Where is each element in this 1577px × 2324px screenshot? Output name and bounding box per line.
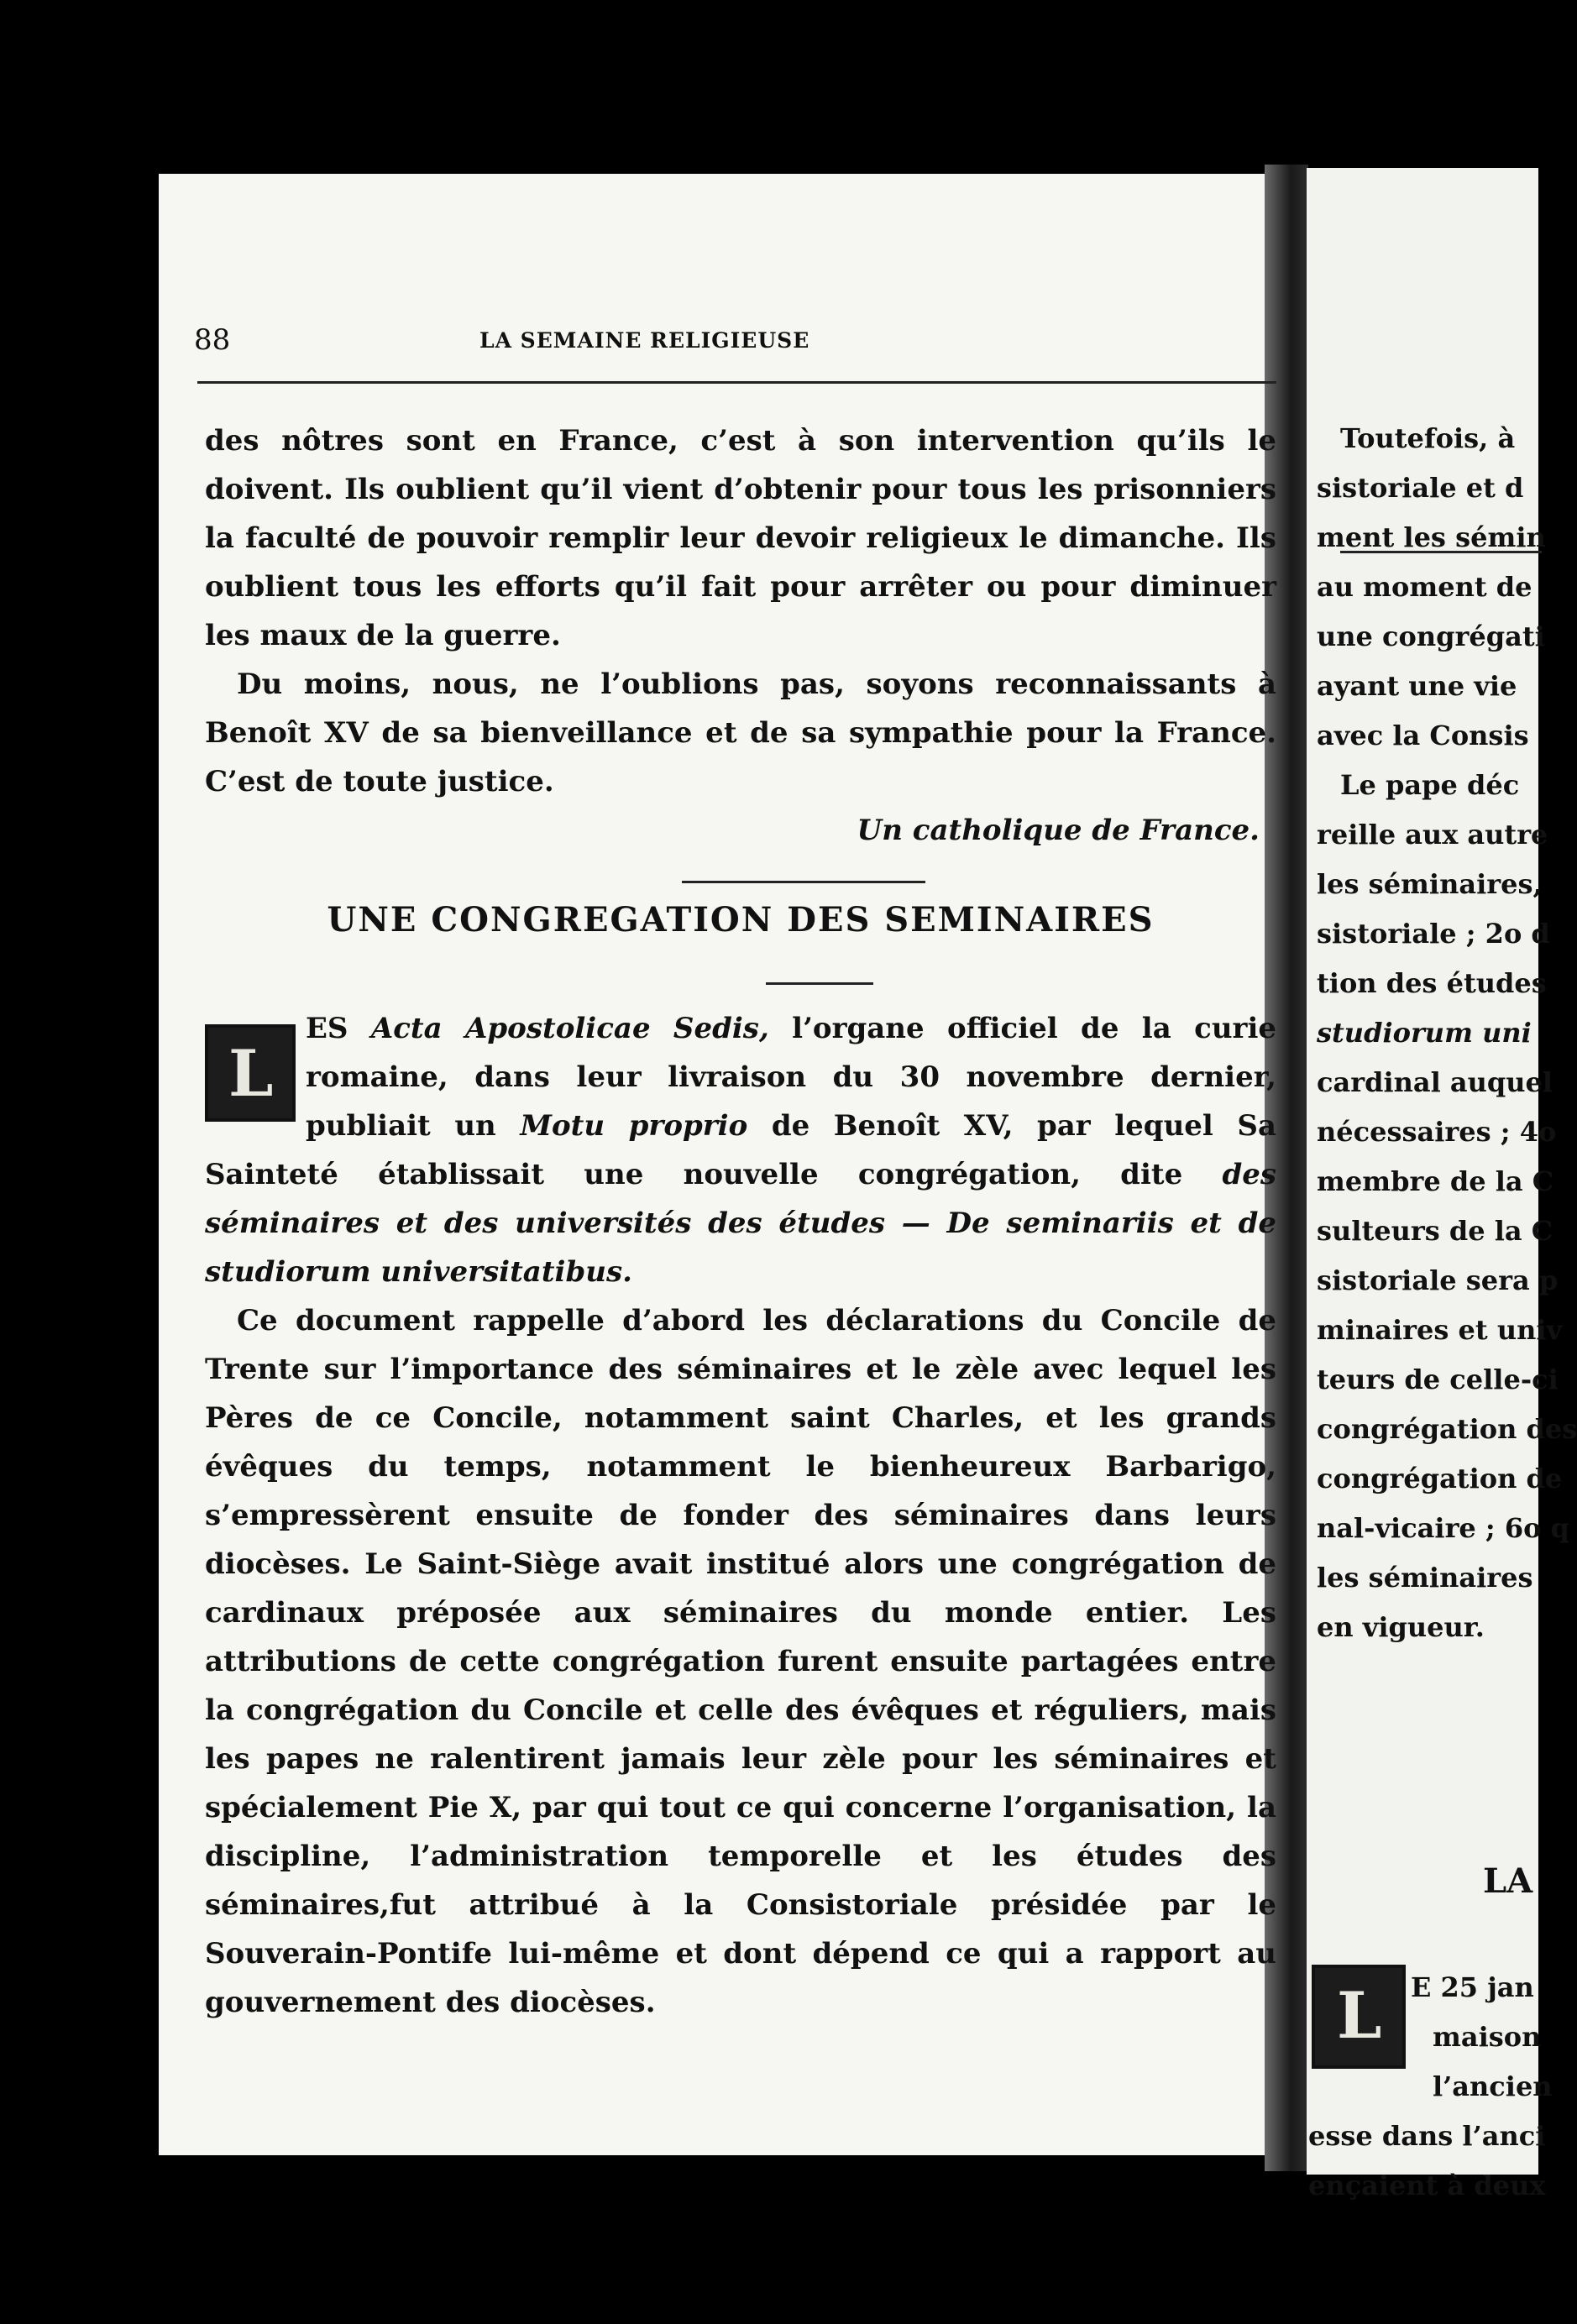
header-rule — [197, 381, 1276, 384]
right-line: Le pape déc — [1340, 769, 1520, 801]
right-line: au moment de — [1317, 571, 1532, 603]
page-header — [194, 323, 1277, 357]
drop-cap-letter: L — [228, 1036, 274, 1111]
right-line: sistoriale et d — [1317, 472, 1524, 504]
right-drop-cap-letter: L — [1337, 1978, 1382, 2053]
right-line: sistoriale ; 2o d — [1317, 918, 1550, 950]
right-line: maison — [1433, 2021, 1542, 2053]
right-line: sistoriale sera p — [1317, 1264, 1559, 1296]
right-line: ençaient à deux — [1308, 2170, 1546, 2201]
right-line: reille aux autre — [1317, 819, 1548, 851]
right-line: congrégation des — [1317, 1413, 1577, 1445]
right-line: minaires et univ — [1317, 1314, 1563, 1346]
right-page — [1307, 168, 1577, 2201]
paragraph: des nôtres sont en France, c’est à son intervention qu’ils le doivent. Ils oublient qu’il vient d’obtenir pour tous les prisonniers la faculté de pouvoir remplir leur devoir religieux le dimanche. Ils oublient tous les efforts qu’il fait pour arrêter ou pour diminuer les maux de la guerre. — [205, 424, 1276, 652]
signature: Un catholique de France. — [857, 814, 1260, 847]
lead-start: ES — [306, 1012, 371, 1045]
paragraph: Du moins, nous, ne l’oublions pas, soyons reconnaissants à Benoît XV de sa bienveillance et de sa sympathie pour la France. C’est de toute justice. — [205, 667, 1276, 798]
right-line: membre de la C — [1317, 1165, 1554, 1197]
right-line: en vigueur. — [1317, 1611, 1485, 1643]
right-line: les séminaires, — [1317, 868, 1543, 900]
title-underline — [766, 982, 873, 985]
right-line: sulteurs de la C — [1317, 1215, 1553, 1247]
right-line: ment les sémin — [1317, 521, 1546, 553]
section-title: UNE CONGREGATION DES SEMINAIRES — [327, 900, 1155, 940]
right-line: tion des études — [1317, 967, 1547, 999]
running-title: LA SEMAINE RELIGIEUSE — [479, 328, 810, 353]
right-line: teurs de celle-ci — [1317, 1364, 1559, 1395]
right-line: nécessaires ; 4o — [1317, 1116, 1557, 1148]
right-line: l’ancien — [1433, 2070, 1553, 2102]
paragraph: Ce document rappelle d’abord les déclarations du Concile de Trente sur l’importance des séminaires et le zèle avec lequel les Pères de ce Concile, notamment saint Charles, et les grands évêques du temps, notamment le bienheureux Barbarigo, s’empressèrent ensuite de fonder des séminaires dans leurs diocèses. Le Saint-Siège avait institué alors une congrégation de cardinaux préposée aux séminaires du monde entier. Les attributions de cette congrégation furent ensuite partagées entre la congrégation du Concile et celle des évêques et réguliers, mais les papes ne ralentirent jamais leur zèle pour les séminaires et spécialement Pie X, par qui tout ce qui concerne l’organisation, la discipline, l’administration temporelle et les études des séminaires,fut attribué à la Consistoriale présidée par le Souverain-Pontife lui-même et dont dépend ce qui a rapport au gouvernement des diocèses. — [205, 1304, 1276, 2019]
right-drop-cap — [1312, 1965, 1406, 2069]
right-line: esse dans l’anci — [1308, 2120, 1546, 2152]
right-line: cardinal auquel — [1317, 1066, 1553, 1098]
right-line: E 25 jan — [1411, 1971, 1534, 2003]
opening-text — [205, 416, 1276, 855]
right-section-title: LA — [1483, 1861, 1533, 1901]
right-line: avec la Consis — [1317, 720, 1529, 751]
section-divider — [682, 881, 925, 883]
right-line: une congrégati — [1317, 620, 1545, 652]
right-line: ayant une vie — [1317, 670, 1517, 702]
page-number: 88 — [194, 323, 231, 357]
right-line: nal-vicaire ; 6o q — [1317, 1512, 1569, 1544]
motu-proprio: Motu proprio — [520, 1109, 748, 1143]
right-line: studiorum uni — [1317, 1017, 1532, 1049]
lead-text: de Benoît XV, par lequel Sa Sainteté établissait une nouvelle congrégation, dite — [205, 1109, 1276, 1191]
lead-paragraph — [205, 1004, 1276, 1296]
journal-name: Acta Apostolicae Sedis, — [370, 1012, 769, 1045]
right-line: congrégation de — [1317, 1463, 1563, 1494]
body-text — [205, 1296, 1276, 2027]
right-line: Toutefois, à — [1340, 422, 1516, 454]
right-line: les séminaires — [1317, 1562, 1533, 1594]
congregation-name: des séminaires et des universités des études — De seminariis et de studiorum universitatibus. — [205, 1158, 1276, 1289]
drop-cap-spacer — [205, 1004, 306, 1138]
lead-text: l’organe officiel de la curie romaine, dans leur livraison du 30 novembre dernier, publiait un — [306, 1012, 1276, 1143]
